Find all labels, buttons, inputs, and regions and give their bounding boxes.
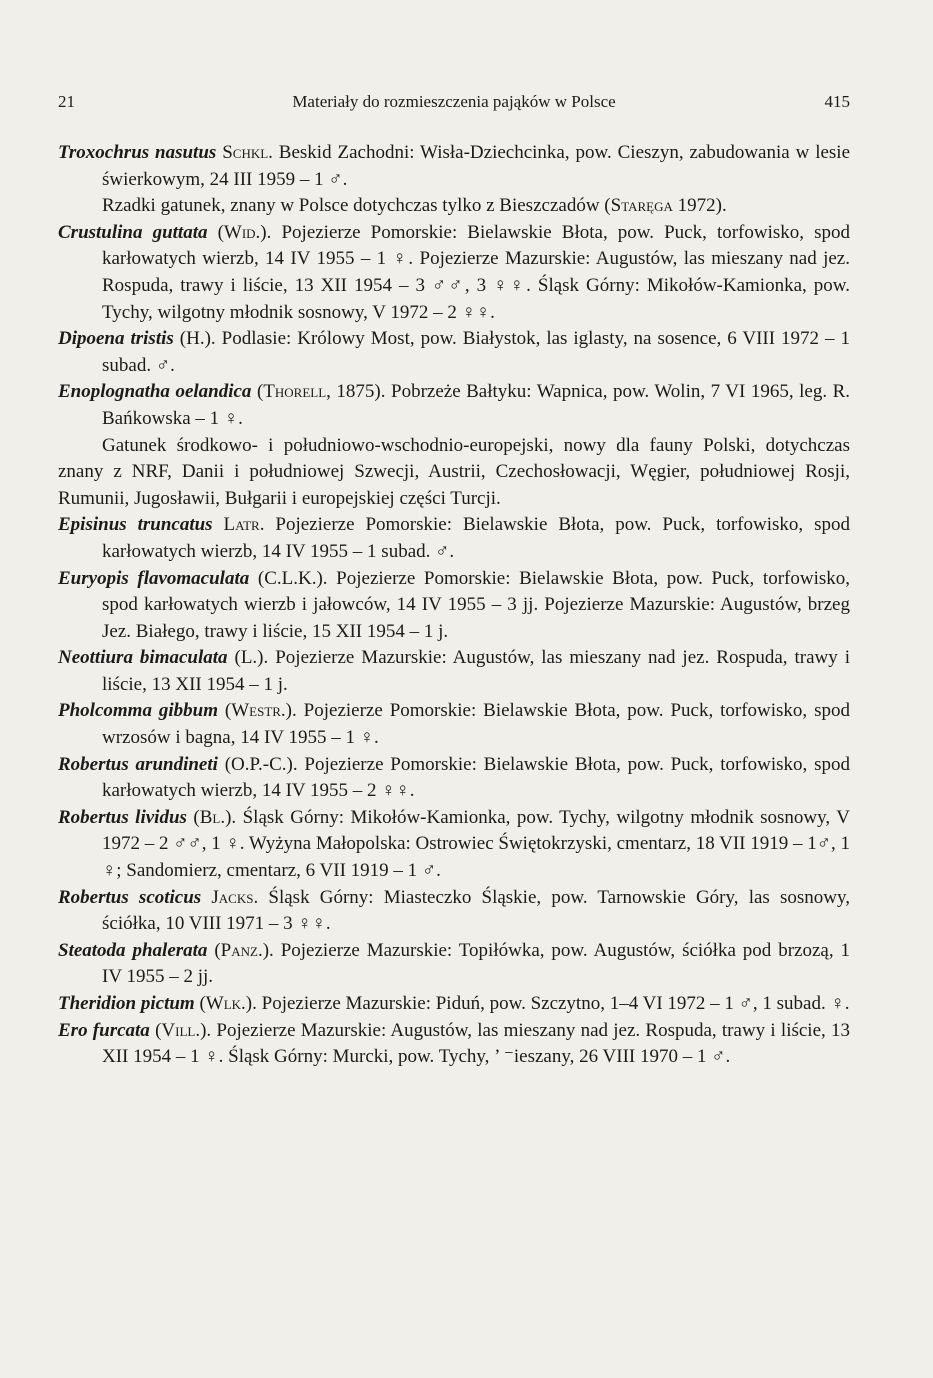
species-name: Theridion pictum (58, 993, 195, 1014)
species-author: Jacks. (211, 886, 259, 908)
species-entry (58, 805, 850, 885)
species-note (58, 193, 850, 220)
species-record: Pojezierze Pomorskie: Bielawskie Błota, pow. Puck, torfowisko, spod karłowatych wierzb, 14 IV 1955 – 2 ♀♀. (102, 753, 850, 802)
species-author: (Vill.). (155, 1019, 212, 1041)
species-name: Enoplognatha oelandica (58, 381, 252, 403)
species-entry (58, 140, 850, 193)
species-entry (58, 698, 850, 751)
species-author: (Panz.). (214, 939, 274, 961)
species-name: Crustulina guttata (58, 221, 208, 243)
species-entry (58, 752, 850, 805)
species-author: Schkl. (222, 142, 273, 163)
species-author: (Thorell, (256, 381, 331, 403)
page-number-left: 21 (58, 92, 75, 111)
species-record: Pojezierze Pomorskie: Bielawskie Błota, pow. Puck, torfowisko, spod karłowatych wierzb i jałowców, 14 IV 1955 – 3 jj. Pojezierze Mazurskie: Augustów, brzeg Jez. Białego, trawy i liście, 15 XII 1954 – 1 j. (102, 567, 851, 642)
species-entry (58, 326, 850, 379)
species-entry (58, 1018, 850, 1071)
species-name: Troxochrus nasutus (58, 142, 217, 163)
species-author: (Wid.). (217, 221, 272, 243)
species-name: Euryopis flavomaculata (58, 567, 250, 589)
species-entry (58, 885, 850, 938)
species-name: Episinus truncatus (58, 514, 213, 536)
species-author: (H.). (179, 328, 216, 350)
article-body (58, 140, 850, 1071)
running-title: Materiały do rozmieszczenia pająków w Polsce (292, 92, 616, 111)
note-author: Staręga (610, 195, 673, 217)
species-record: 1875). Pobrzeże Bałtyku: Wapnica, pow. Wolin, 7 VI 1965, leg. R. Bańkowska – 1 ♀. (102, 381, 851, 429)
species-record: Pojezierze Mazurskie: Augustów, las mieszany nad jez. Rospuda, trawy i liście, 13 XII 1954 – 1 j. (102, 647, 850, 695)
note-text: Rzadki gatunek, znany w Polsce dotychczas tylko z Bieszczadów ( (102, 195, 611, 217)
species-entry (58, 566, 850, 646)
species-record: Śląsk Górny: Miasteczko Śląskie, pow. Tarnowskie Góry, las sosnowy, ściółka, 10 VIII 1971 – 3 ♀♀. (102, 886, 850, 935)
species-record: Pojezierze Mazurskie: Augustów, las mieszany nad jez. Rospuda, trawy i liście, 13 XII 1954 – 1 ♀. Śląsk Górny: Murcki, pow. Tychy, ’ ⁻ieszany, 26 VIII 1970 – 1 ♂. (102, 1019, 851, 1068)
species-author: Latr. (223, 514, 265, 536)
species-author: (Westr.). (224, 700, 297, 722)
species-entry (58, 220, 850, 326)
species-name: Robertus arundineti (58, 753, 218, 775)
species-name: Robertus lividus (58, 806, 187, 828)
species-author: (O.P.-C.). (224, 753, 298, 775)
species-name: Dipoena tristis (58, 328, 174, 350)
species-record: Podlasie: Królowy Most, pow. Białystok, las iglasty, na sosence, 6 VIII 1972 – 1 subad. ♂. (102, 328, 851, 376)
species-record: Śląsk Górny: Mikołów-Kamionka, pow. Tychy, wilgotny młodnik sosnowy, V 1972 – 2 ♂♂, 1 ♀. Wyżyna Małopolska: Ostrowiec Świętokrzyski, cmentarz, 18 VII 1919 – 1♂, 1 ♀; Sandomierz, cmentarz, 6 VII 1919 – 1 ♂. (102, 806, 851, 882)
species-name: Neottiura bimaculata (58, 647, 228, 669)
species-entry (58, 512, 850, 565)
species-author: (Wlk.). (199, 993, 257, 1014)
running-header (58, 92, 850, 116)
species-entry (58, 379, 850, 432)
species-record: Pojezierze Pomorskie: Bielawskie Błota, pow. Puck, torfowisko, spod karłowatych wierzb, 14 IV 1955 – 1 ♀. Pojezierze Mazurskie: Augustów, las mieszany nad jez. Rospuda, trawy i liście, 13 XII 1954 – 3 ♂♂, 3 ♀♀. Śląsk Górny: Mikołów-Kamionka, pow. Tychy, wilgotny młodnik sosnowy, V 1972 – 2 ♀♀. (102, 221, 850, 323)
page-number-right: 415 (824, 92, 850, 111)
species-record: Pojezierze Mazurskie: Piduń, pow. Szczytno, 1–4 VI 1972 – 1 ♂, 1 subad. ♀. (256, 993, 850, 1014)
species-record: Pojezierze Pomorskie: Bielawskie Błota, pow. Puck, torfowisko, spod wrzosów i bagna, 14 IV 1955 – 1 ♀. (102, 700, 850, 749)
species-note: Gatunek środkowo- i południowo-wschodnio-europejski, nowy dla fauny Polski, dotychczas znany z NRF, Danii i południowej Szwecji, Austrii, Czechosłowacji, Węgier, południowej Rosji, Rumunii, Jugosławii, Bułgarii i europejskiej części Turcji. (58, 434, 850, 509)
species-entry (58, 645, 850, 698)
species-author: (C.L.K.). (257, 567, 328, 589)
species-name: Ero furcata (58, 1019, 150, 1041)
species-author: (L.). (234, 647, 269, 669)
species-name: Steatoda phalerata (58, 939, 208, 961)
species-entry (58, 991, 850, 1018)
species-name: Pholcomma gibbum (58, 700, 218, 722)
note-text: 1972). (672, 195, 727, 217)
species-author: (Bl.). (193, 806, 237, 828)
species-record: Beskid Zachodni: Wisła-Dziechcinka, pow. Cieszyn, zabudowania w lesie świerkowym, 24 III 1959 – 1 ♂. (102, 142, 851, 190)
species-record: Pojezierze Mazurskie: Topiłówka, pow. Augustów, ściółka pod brzozą, 1 IV 1955 – 2 jj. (102, 939, 850, 988)
species-name: Robertus scoticus (58, 886, 202, 908)
species-entry (58, 938, 850, 991)
species-record: Pojezierze Pomorskie: Bielawskie Błota, pow. Puck, torfowisko, spod karłowatych wierzb, 14 IV 1955 – 1 subad. ♂. (102, 514, 850, 562)
